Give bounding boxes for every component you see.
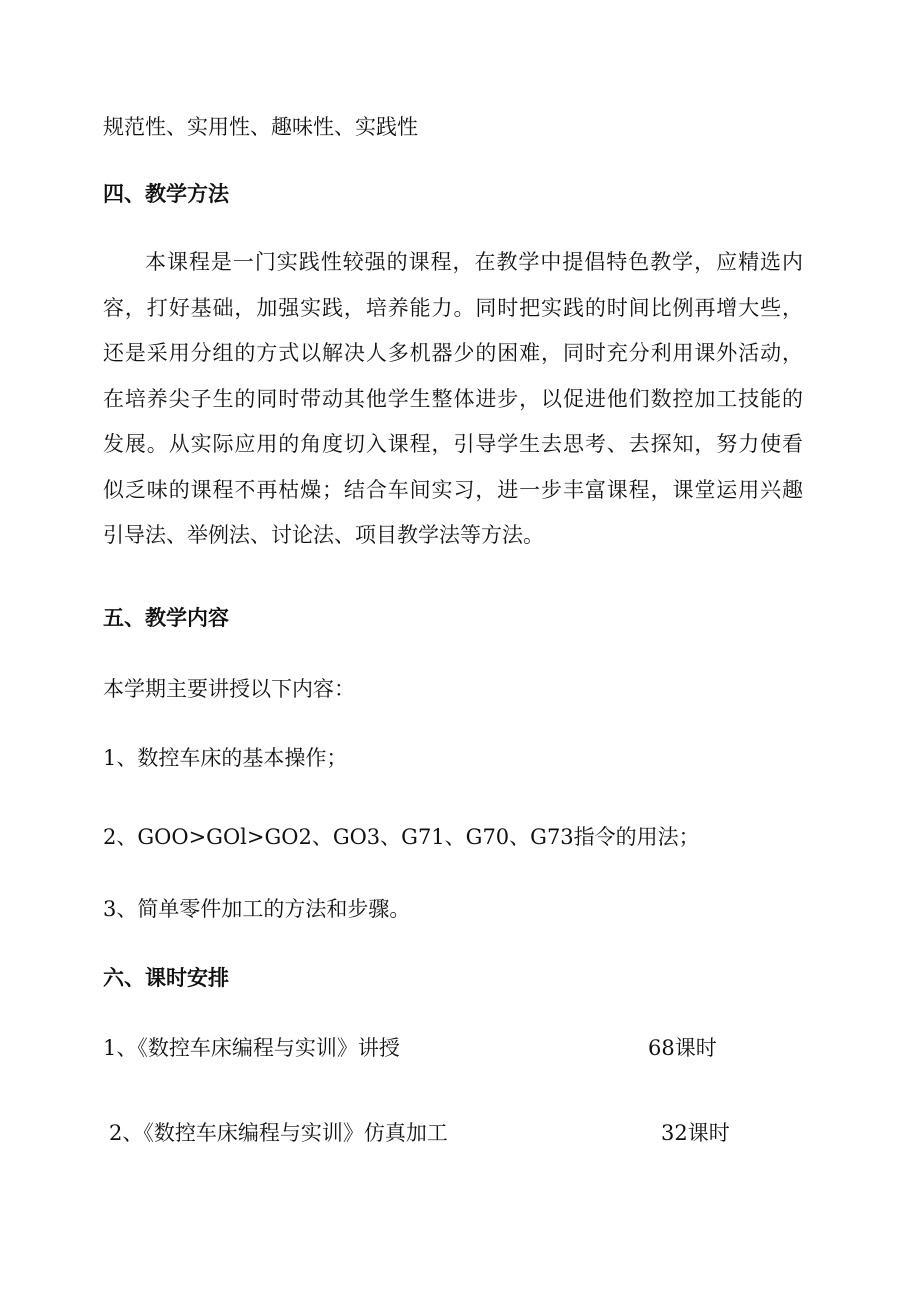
schedule-row	[0, 1034, 920, 1062]
paragraph-line: 还是采用分组的方式以解决人多机器少的困难，同时充分利用课外活动，	[103, 341, 803, 365]
content-list-item: 1、数控车床的基本操作；	[103, 746, 348, 770]
teaching-content-intro: 本学期主要讲授以下内容：	[103, 677, 355, 701]
paragraph-line: 似乏味的课程不再枯燥；结合车间实习，进一步丰富课程，课堂运用兴趣	[103, 477, 803, 502]
paragraph-line: 在培养尖子生的同时带动其他学生整体进步，以促进他们数控加工技能的	[103, 386, 803, 411]
paragraph-line: 引导法、举例法、讨论法、项目教学法等方法。	[103, 523, 544, 547]
section-heading-teaching-methods: 四、教学方法	[103, 181, 229, 206]
schedule-row-label: 2、《数控车床编程与实训》仿真加工	[109, 1121, 448, 1145]
paragraph-line: 本课程是一门实践性较强的课程，在教学中提倡特色教学，应精选内	[145, 250, 803, 274]
content-list-item: 3、简单零件加工的方法和步骤。	[103, 897, 411, 921]
principles-line: 规范性、实用性、趣味性、实践性	[103, 115, 418, 139]
schedule-row-label: 1、《数控车床编程与实训》讲授	[103, 1036, 400, 1060]
section-heading-schedule: 六、课时安排	[103, 965, 229, 990]
content-list-item: 2、GOO>GOl>GO2、GO3、G71、G70、G73指令的用法；	[103, 825, 700, 849]
schedule-row-hours: 68课时	[648, 1036, 717, 1060]
paragraph-line: 容，打好基础，加强实践，培养能力。同时把实践的时间比例再增大些，	[103, 295, 803, 320]
teaching-methods-paragraph	[103, 240, 803, 559]
paragraph-line: 发展。从实际应用的角度切入课程，引导学生去思考、去探知，努力使看	[103, 432, 803, 456]
schedule-row	[0, 1119, 920, 1147]
schedule-row-hours: 32课时	[661, 1121, 730, 1145]
section-heading-teaching-content: 五、教学内容	[103, 605, 229, 630]
